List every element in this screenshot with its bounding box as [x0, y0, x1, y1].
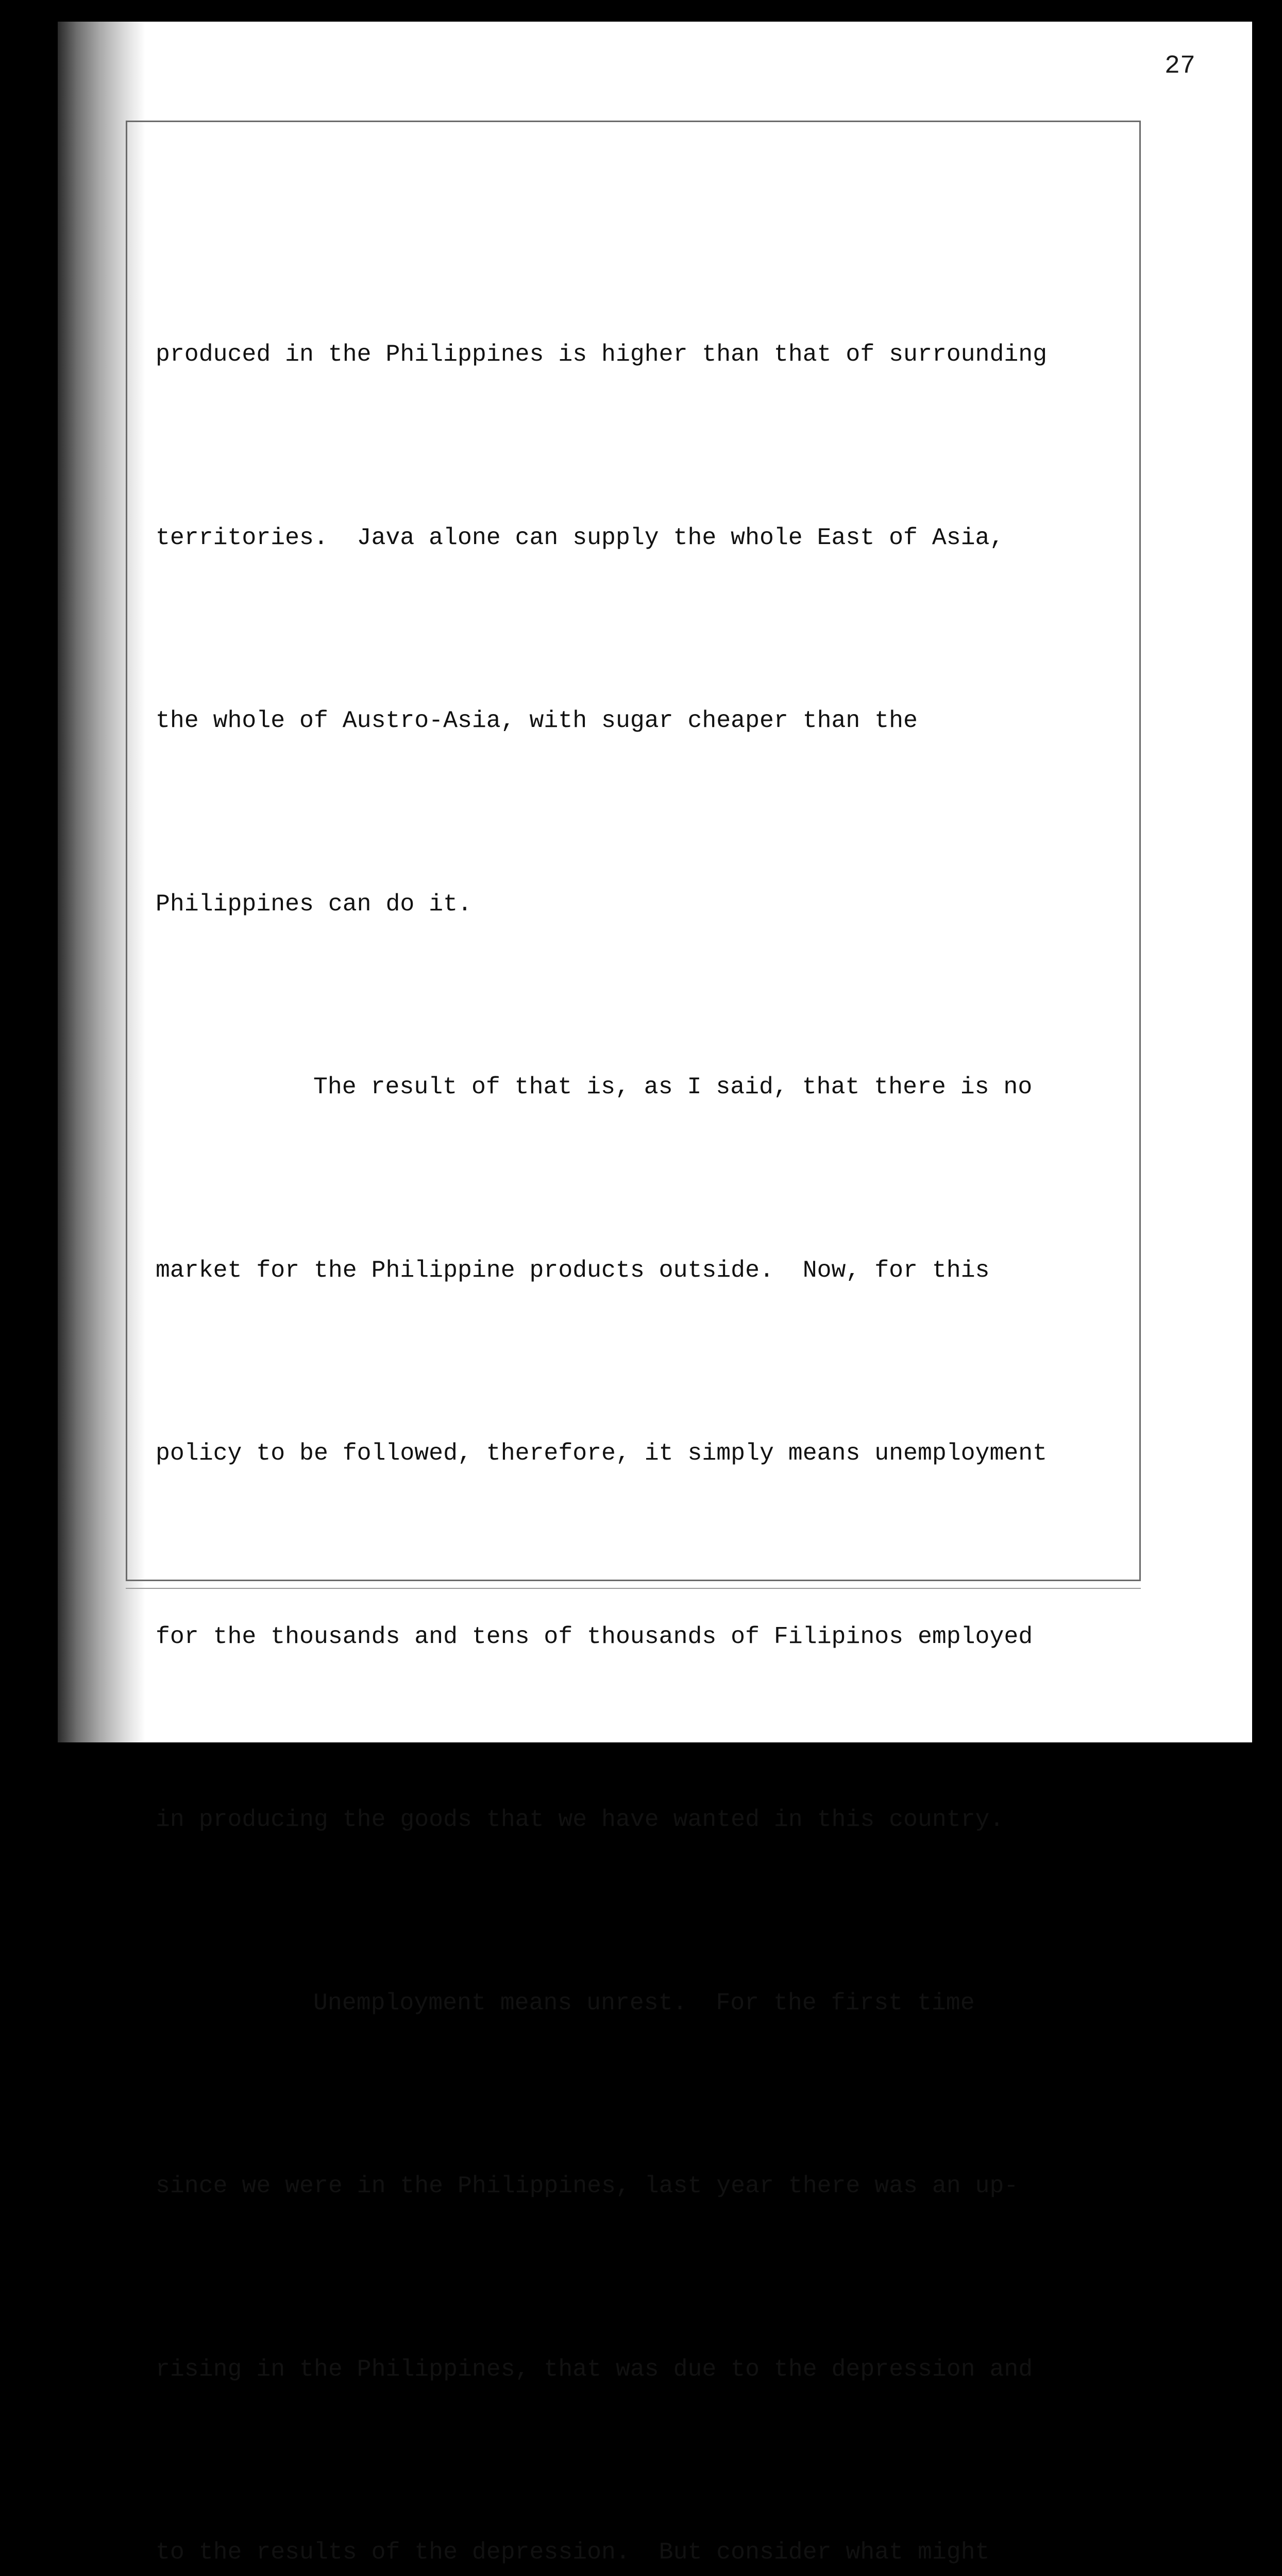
text-line: rising in the Philippines, that was due to the depression and — [156, 2355, 1033, 2383]
text-line: for the thousands and tens of thousands of Filipinos employed — [156, 1622, 1033, 1650]
text-line: the whole of Austro-Asia, with sugar cheaper than the — [156, 707, 918, 734]
page-number: 27 — [1164, 52, 1195, 81]
paragraph-start-line: Unemployment means unrest. For the first time — [313, 1989, 975, 2016]
text-line: territories. Java alone can supply the whole East of Asia, — [156, 523, 1004, 551]
text-line: to the results of the depression. But consider what might — [156, 2538, 990, 2566]
body-text — [156, 202, 1140, 2576]
paragraph-start-line: The result of that is, as I said, that there is no — [313, 1073, 1033, 1100]
text-line: since we were in the Philippines, last year there was an up- — [156, 2172, 1019, 2199]
text-line: Philippines can do it. — [156, 890, 472, 918]
text-line: in producing the goods that we have wanted in this country. — [156, 1806, 1004, 1833]
text-line: policy to be followed, therefore, it simply means unemployment — [156, 1439, 1048, 1467]
text-line: market for the Philippine products outside. Now, for this — [156, 1256, 990, 1284]
text-line: produced in the Philippines is higher than that of surrounding — [156, 341, 1048, 368]
document-page — [58, 22, 1252, 2566]
